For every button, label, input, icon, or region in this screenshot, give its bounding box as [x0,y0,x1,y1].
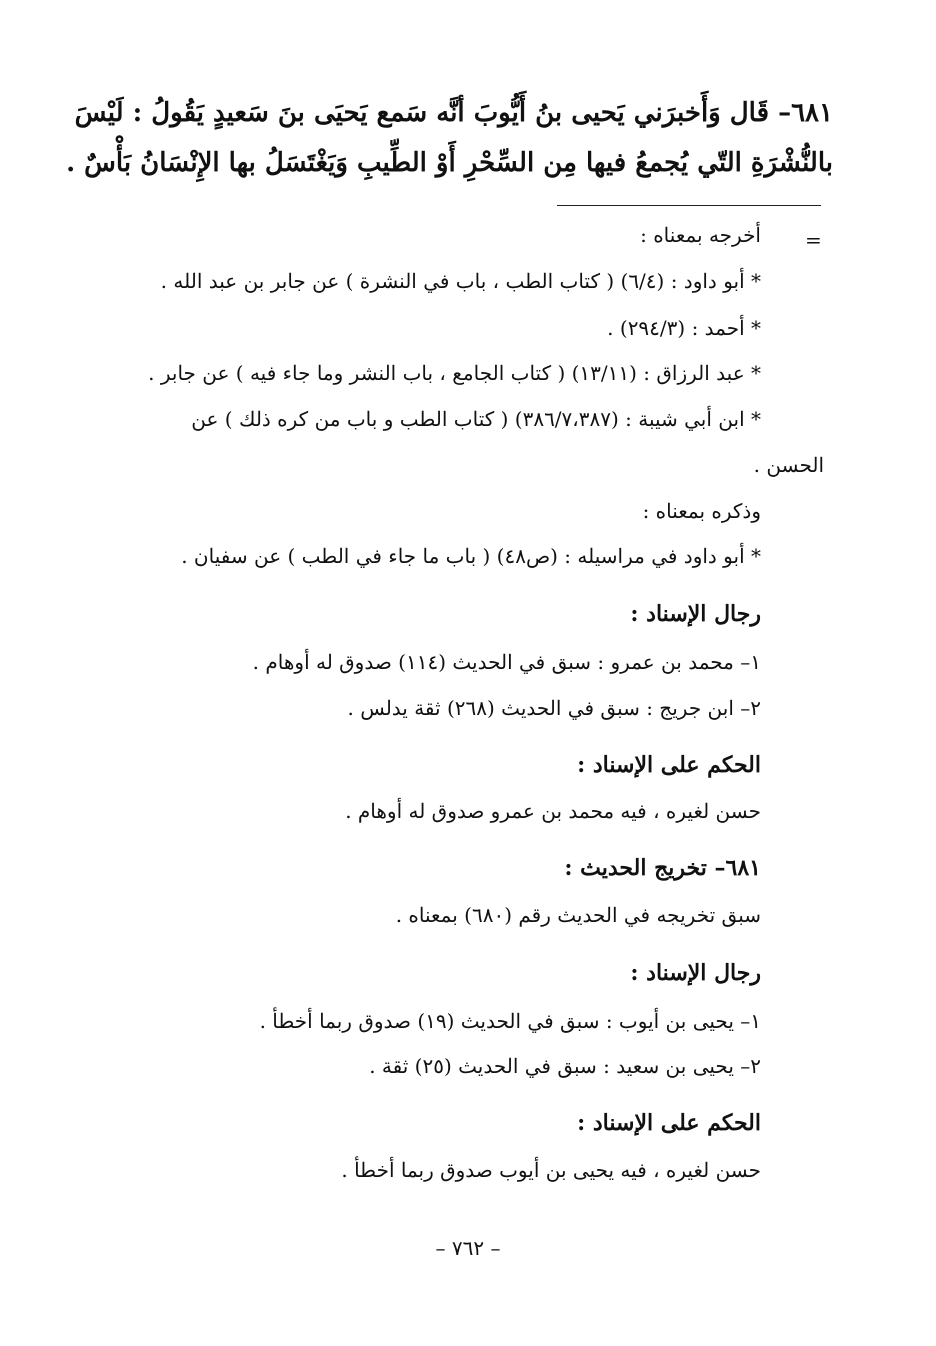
hukm-heading-1: الحكم على الإسناد : [577,752,761,778]
takhrij-item: * عبد الرزاق : (١٣/١١) ( كتاب الجامع ، باب النشر وما جاء فيه ) عن جابر . [148,361,761,385]
hadith-text-line-2: بالنُّشْرَةِ التّي يُجمعُ فيها مِن السِّحْرِ أَوْ الطِّيبِ وَيَغْتَسَلُ بها الإِنْسَانُ بَأْسٌ . [66,148,833,178]
takhrij-item: * أبو داود : (٦/٤) ( كتاب الطب ، باب في النشرة ) عن جابر بن عبد الله . [160,269,761,293]
takhrij-heading-2: ٦٨١– تخريج الحديث : [564,855,761,881]
rijal-heading-2: رجال الإسناد : [630,960,761,986]
takhrij-item: * أحمد : (٢٩٤/٣) . [607,316,761,340]
marasil-item: * أبو داود في مراسيله : (ص٤٨) ( باب ما جاء في الطب ) عن سفيان . [181,544,761,568]
takhrij-text-2: سبق تخريجه في الحديث رقم (٦٨٠) بمعناه . [395,903,761,927]
footnote-separator [557,205,821,206]
takhrij-item-continuation: الحسن . [753,453,824,477]
footnote-continuation-marker: = [805,228,822,252]
rijal-heading-1: رجال الإسناد : [630,601,761,627]
hukm-heading-2: الحكم على الإسناد : [577,1110,761,1136]
takhrij-item: * ابن أبي شيبة : (٣٨٦/٧،٣٨٧) ( كتاب الطب و باب من كره ذلك ) عن [191,407,761,431]
hukm-text-2: حسن لغيره ، فيه يحيى بن أيوب صدوق ربما أخطأ . [341,1158,761,1182]
narrator-item: ٢– ابن جريج : سبق في الحديث (٢٦٨) ثقة يدلس . [347,696,761,720]
page-number: – ٧٦٢ – [435,1236,501,1260]
narrator-item: ٢– يحيى بن سعيد : سبق في الحديث (٢٥) ثقة . [369,1054,761,1078]
narrator-item: ١– يحيى بن أيوب : سبق في الحديث (١٩) صدوق ربما أخطأ . [259,1009,761,1033]
hukm-text-1: حسن لغيره ، فيه محمد بن عمرو صدوق له أوهام . [345,799,761,823]
takhrij-intro: أخرجه بمعناه : [640,223,761,247]
hadith-text-line-1: ٦٨١– قَال وَأَخبرَني يَحيى بنُ أَيُّوبَ أنَّه سَمع يَحيَى بنَ سَعيدٍ يَقُولُ : لَيْسَ [74,98,833,128]
dhakarahu-intro: وذكره بمعناه : [642,499,761,523]
narrator-item: ١– محمد بن عمرو : سبق في الحديث (١١٤) صدوق له أوهام . [252,650,761,674]
